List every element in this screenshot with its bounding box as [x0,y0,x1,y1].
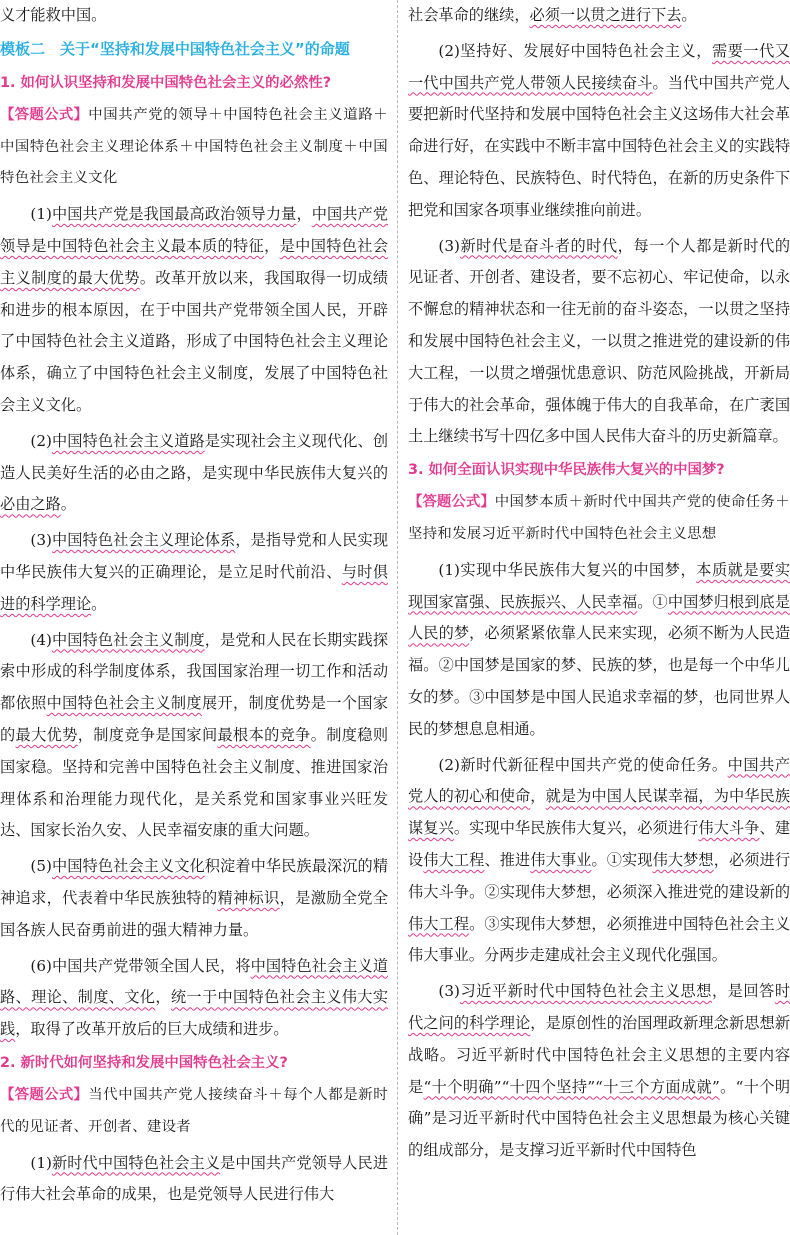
answer-formula-3 [408,487,790,551]
module-title: 模板二 关于“坚持和发展中国特色社会主义”的命题 [0,39,350,58]
text-run: (1) [30,1153,52,1172]
text-run: 。 [681,6,697,24]
text-run: 是中国共产党领导人民进行伟大社会革命的成果，也是党领导人民进行伟大 [0,1153,388,1204]
text-run: (4) [30,630,52,649]
underlined-key-phrase: 必须一以贯之进行下去 [529,6,682,24]
carryover-line: 义才能救中国。 [0,6,107,24]
q1-point-2 [0,426,388,521]
underlined-key-phrase: 中国共产党是我国最高政治领导力量 [51,205,297,224]
underlined-key-phrase: 新时代中国特色社会主义 [51,1153,221,1172]
q2-point-1-continued [408,0,790,32]
text-run: (5) [30,857,52,876]
text-run: (2) [30,431,52,450]
text-run: 。①实现 [591,850,653,869]
underlined-key-phrase: 伟大工程 [423,850,485,869]
underlined-key-phrase: 中国特色社会主义制度 [51,630,205,649]
text-run: (2)坚持好、发展好中国特色社会主义， [438,41,712,60]
column-divider [397,0,398,1235]
text-run: ，是激励全党全国各族人民奋勇前进的强大精神力量。 [0,888,388,939]
underlined-key-phrase: 统一于中国特色社会主义伟大实践 [0,988,388,1039]
underlined-key-phrase: 伟大事业 [530,850,592,869]
text-run: (3) [438,982,460,1001]
q1-point-6 [0,951,388,1046]
text-run: 。③实现伟大梦想，必须推进中国特色社会主义伟大事业。分两步走建成社会主义现代化强国。 [408,914,790,965]
underlined-key-phrase: 中国特色社会主义文化 [51,857,205,876]
question-2-title: 2. 新时代如何坚持和发展中国特色社会主义? [0,1054,288,1071]
underlined-key-phrase: 本质就是要实现国家富强、民族振兴、人民幸福 [408,560,790,611]
q2-point-3 [408,231,790,454]
text-run: 。实现中华民族伟大复兴，必须进行 [453,819,699,838]
text-run: (1)实现中华民族伟大复兴的中国梦， [438,560,697,579]
underlined-key-phrase: 是中国特色社会主义制度的最大优势 [0,236,388,287]
q3-point-1 [408,555,790,746]
text-run: ，是回答 [711,982,775,1001]
underlined-key-phrase: 中国特色社会主义道路 [51,431,205,450]
q2-point-2 [408,36,790,227]
underlined-key-phrase: 中国特色社会主义制度 [46,694,202,713]
q1-point-1 [0,199,388,422]
underlined-key-phrase: 伟大工程 [408,914,470,933]
q1-point-3 [0,525,388,620]
text-run: ， [264,236,280,255]
text-run: ，取得了改革开放后的巨大成绩和进步。 [15,1020,289,1039]
underlined-key-phrase: 与时俱进的科学理论 [0,562,388,613]
text-run: 。当代中国共产党人要把新时代坚持和发展中国特色社会主义这场伟大社会革命进行好，在实践中不断丰富中国特色社会主义的实践特色、理论特色、民族特色、时代特色，在新的历史条件下把党和国家各项事业继续推向前进。 [408,73,790,219]
right-column [408,0,790,1235]
text-run: 社会革命的继续， [408,6,530,24]
text-run: 是实现社会主义现代化、创造人民美好生活的必由之路，是实现中华民族伟大复兴的 [0,431,388,482]
text-run: ，每一个人都是新时代的见证者、开创者、建设者，要不忘初心、牢记使命，以永不懈怠的精神状态和一往无前的奋斗姿态，一以贯之坚持和发展中国特色社会主义，一以贯之推进党的建设新的伟大工程，一以贯之增强忧患意识、防范风险挑战，开新局于伟大的社会革命，强体魄于伟大的自我革命，在广袤国土上继续书写十四亿多中国人民伟大奋斗的历史新篇章。 [408,236,790,446]
underlined-key-phrase: 需要一代又一代中国共产党人带领人民接续奋斗 [408,41,790,92]
underlined-key-phrase: 中国特色社会主义理论体系 [51,531,236,550]
underlined-key-phrase: 就是为中国人民谋幸福，为中华民族谋复兴 [408,787,790,838]
text-run: (3) [438,236,460,255]
text-run: 展开，制度优势是一个国家的 [0,694,388,744]
text-run: ， [155,988,171,1007]
underlined-key-phrase: 精神标识 [217,888,280,907]
underlined-key-phrase: 伟大斗争 [698,819,760,838]
q3-point-2 [408,750,790,973]
answer-formula-1 [0,100,388,195]
underlined-key-phrase: 习近平新时代中国特色社会主义思想 [459,982,712,1001]
text-run: (6)中国共产党带领全国人民，将 [30,956,251,975]
formula-tag: 【答题公式】 [408,494,495,511]
answer-formula-2 [0,1080,388,1144]
text-run: 。制度稳则国家稳。坚持和完善中国特色社会主义制度、推进国家治理体系和治理能力现代化，是关系党和国家事业兴旺发达、国家长治久安、人民幸福安康的重大问题。 [0,725,388,840]
underlined-key-phrase: “十个明确”“十四个坚持”“十三个方面成就” [423,1077,720,1096]
underlined-key-phrase: 最根本的竞争 [217,725,311,744]
text-run: 。“十个明确”是习近平新时代中国特色社会主义思想最为核心关键的组成部分，是支撑习近平新时代中国特色 [408,1077,790,1160]
text-run: 、推进 [484,850,531,869]
text-run: ，是党和人民在长期实践探索中形成的科学制度体系，我国国家治理一切工作和活动都依照 [0,630,388,713]
underlined-key-phrase: 必由之路 [0,495,61,514]
formula-text: 中国共产党的领导＋中国特色社会主义道路＋中国特色社会主义理论体系＋中国特色社会主义制度＋中国特色社会主义文化 [0,106,388,187]
text-run: ，必须紧紧依靠人民来实现，必须不断为人民造福。②中国梦是国家的梦、民族的梦，也是每一个中华儿女的梦。③中国梦是中国人民追求幸福的梦，也同世界人民的梦想息息相通。 [408,624,790,738]
text-run: ，制度竞争是国家间 [77,725,218,744]
underlined-key-phrase: 中国特色社会主义道路、理论、制度、文化 [0,956,388,1007]
text-run: ，是指导党和人民实现中华民族伟大复兴的正确理论，是立足时代前沿、 [0,531,388,581]
text-run: 。 [60,495,76,514]
q2-point-1 [0,1148,388,1212]
underlined-key-phrase: 最大优势 [15,725,78,744]
underlined-key-phrase: 中国共产党人的初心和使命 [408,755,790,806]
underlined-key-phrase: 新时代是奋斗者的时代 [459,236,618,255]
text-run: 。改革开放以来，我国取得一切成绩和进步的根本原因，在于中国共产党带领全国人民，开辟了中国特色社会主义道路，形成了中国特色社会主义理论体系，确立了中国特色社会主义制度，发展了中国特色社会主义文化。 [0,268,388,414]
q1-point-4 [0,625,388,848]
underlined-key-phrase: 中国梦归根到底是人民的梦 [408,592,790,643]
underlined-key-phrase: 中国共产党领导是中国特色社会主义最本质的特征 [0,205,388,255]
text-run: 、建设 [408,819,790,869]
q3-point-3 [408,976,790,1167]
left-column [0,0,388,1235]
text-run: ， [530,787,546,806]
question-3-title: 3. 如何全面认识实现中华民族伟大复兴的中国梦? [408,462,725,479]
text-run: (1) [30,205,52,224]
underlined-key-phrase: 时代之问的科学理论 [408,982,790,1032]
text-run: ， [296,205,312,224]
formula-tag: 【答题公式】 [0,106,89,123]
formula-tag: 【答题公式】 [0,1086,89,1103]
formula-text: 当代中国共产党人接续奋斗＋每个人都是新时代的见证者、开创者、建设者 [0,1086,388,1135]
text-run: 。 [91,594,107,613]
text-run: (2)新时代新征程中国共产党的使命任务。 [438,755,728,774]
text-run: (3) [30,531,52,550]
text-run: 。① [637,592,668,611]
formula-text: 中国梦本质＋新时代中国共产党的使命任务＋坚持和发展习近平新时代中国特色社会主义思想 [408,494,790,542]
text-run: 积淀着中华民族最深沉的精神追求，代表着中华民族独特的 [0,857,388,907]
question-1-title: 1. 如何认识坚持和发展中国特色社会主义的必然性? [0,74,332,91]
underlined-key-phrase: 伟大梦想 [652,850,714,869]
text-run: ，是原创性的治国理政新理念新思想新战略。习近平新时代中国特色社会主义思想的主要内容是 [408,1013,790,1096]
text-run: ，必须进行伟大斗争。②实现伟大梦想，必须深入推进党的建设新的 [408,850,790,901]
q1-point-5 [0,851,388,946]
